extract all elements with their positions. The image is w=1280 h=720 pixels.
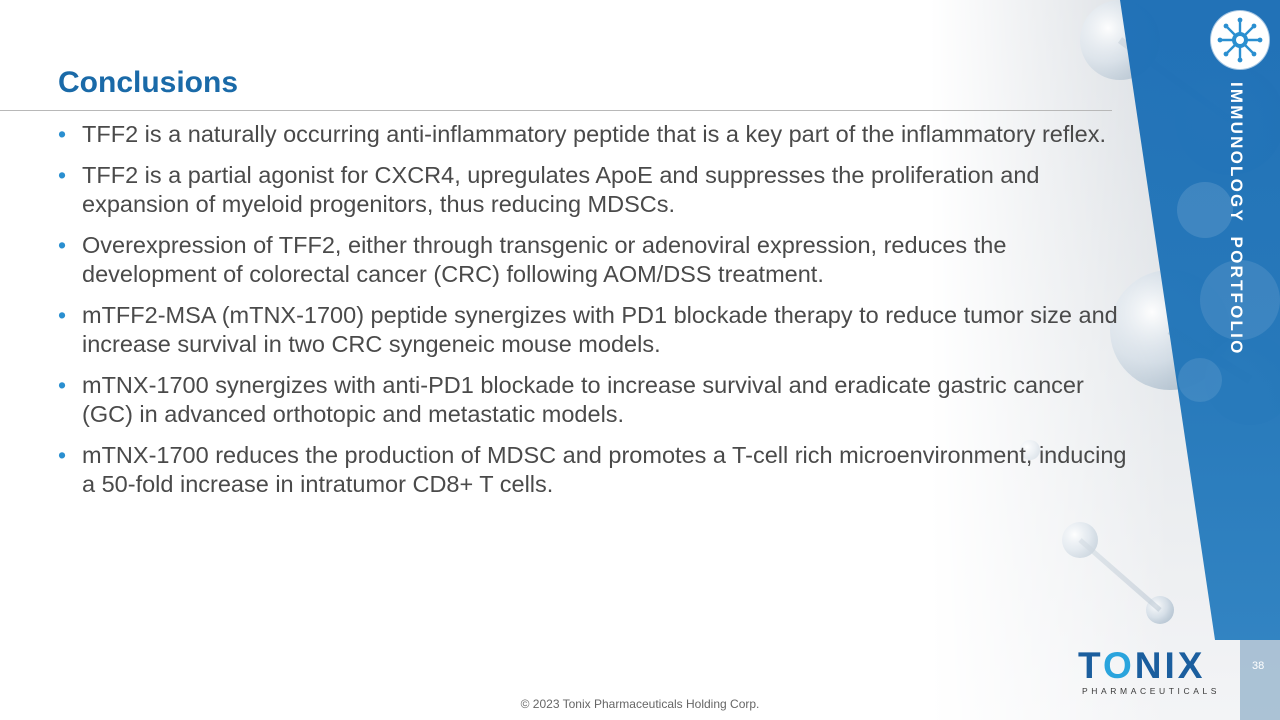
bullet-icon: • — [58, 372, 67, 398]
slide-title: Conclusions — [58, 66, 239, 99]
conclusions-list — [58, 120, 1128, 511]
bullet-text: mTNX-1700 reduces the production of MDSC and promotes a T-cell rich microenvironment, inducing a 50-fold increase in intratumor CD8+ T cells. — [82, 442, 1127, 497]
bullet-text: mTFF2-MSA (mTNX-1700) peptide synergizes with PD1 blockade therapy to reduce tumor size and increase survival in two CRC syngeneic mouse models. — [82, 302, 1118, 357]
tonix-wordmark: TONIX — [1078, 645, 1206, 686]
list-item — [58, 120, 1128, 149]
page-number: 38 — [1252, 660, 1265, 672]
immune-cell-icon — [1211, 11, 1269, 69]
list-item — [58, 231, 1128, 289]
list-item — [58, 161, 1128, 219]
list-item — [58, 371, 1128, 429]
tonix-subtitle: PHARMACEUTICALS — [1082, 686, 1221, 696]
bullet-icon: • — [58, 442, 67, 468]
bullet-icon: • — [58, 121, 67, 147]
tonix-logo — [1076, 645, 1221, 698]
bullet-text: TFF2 is a partial agonist for CXCR4, upregulates ApoE and suppresses the proliferation and expansion of myeloid progenitors, thus reducing MDSCs. — [82, 162, 1040, 217]
title-divider — [0, 110, 1112, 111]
bullet-icon: • — [58, 232, 67, 258]
bullet-text: Overexpression of TFF2, either through transgenic or adenoviral expression, reduces the development of colorectal cancer (CRC) following AOM/DSS treatment. — [82, 232, 1007, 287]
list-item — [58, 441, 1128, 499]
bullet-text: TFF2 is a naturally occurring anti-inflammatory peptide that is a key part of the inflammatory reflex. — [82, 121, 1106, 147]
copyright-footer: © 2023 Tonix Pharmaceuticals Holding Corp. — [520, 697, 760, 711]
portfolio-side-label: IMMUNOLOGY PORTFOLIO — [1227, 82, 1246, 356]
bullet-text: mTNX-1700 synergizes with anti-PD1 blockade to increase survival and eradicate gastric cancer (GC) in advanced orthotopic and metastatic models. — [82, 372, 1084, 427]
list-item — [58, 301, 1128, 359]
bullet-icon: • — [58, 162, 67, 188]
bullet-icon: • — [58, 302, 67, 328]
